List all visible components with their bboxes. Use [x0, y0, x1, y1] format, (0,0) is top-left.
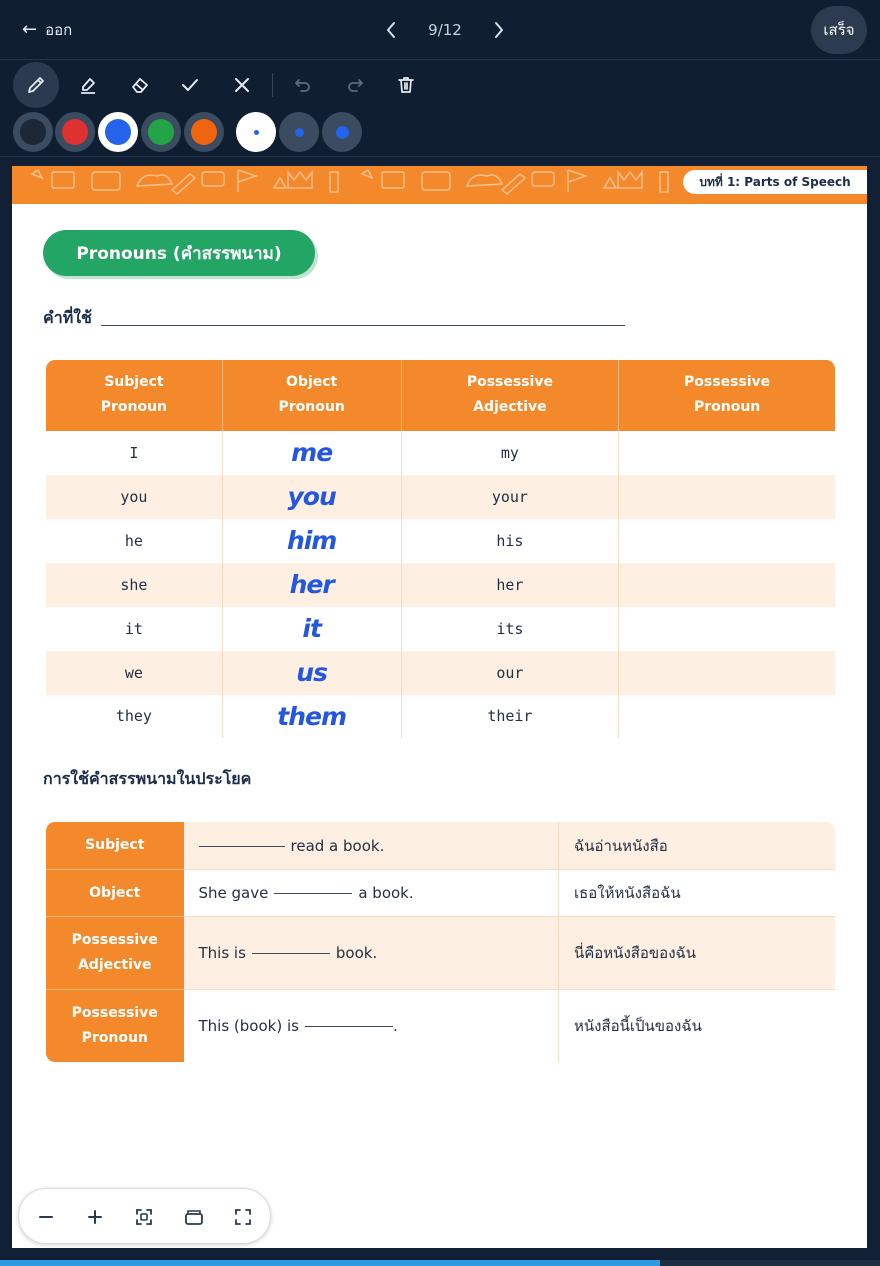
toolbar-divider: [272, 73, 273, 97]
fit-page-button[interactable]: [128, 1201, 160, 1233]
subject-cell: you: [46, 475, 223, 519]
header-subject-pronoun-text: Subject Pronoun: [100, 374, 168, 416]
color-swatch-blue[interactable]: [98, 112, 138, 152]
subject-cell: they: [46, 695, 223, 739]
subject-cell: we: [46, 651, 223, 695]
trash-icon: [396, 75, 416, 95]
chapter-label: บทที่ 1: Parts of Speech: [683, 170, 867, 194]
example-sentence: [184, 917, 559, 990]
adjective-cell: my: [401, 431, 619, 475]
highlighter-icon: [78, 75, 98, 95]
adjective-cell: his: [401, 519, 619, 563]
example-sentence: [184, 822, 559, 870]
row-label-text: Subject: [85, 837, 145, 853]
stroke-size-medium[interactable]: [279, 112, 319, 152]
drawing-toolbar: [0, 61, 880, 157]
chevron-left-icon: [385, 21, 397, 39]
table-row: [46, 822, 836, 870]
sentence-suffix: .: [392, 1017, 398, 1035]
pronoun-table: [45, 359, 836, 739]
zoom-in-button[interactable]: [79, 1201, 111, 1233]
header-possessive-pronoun-text: Possessive Pronoun: [684, 374, 771, 416]
subject-cell: I: [46, 431, 223, 475]
color-swatch-green[interactable]: [141, 112, 181, 152]
redo-button[interactable]: [332, 62, 378, 108]
object-handwritten-cell: her: [222, 563, 401, 607]
adjective-cell: its: [401, 607, 619, 651]
previous-page-button[interactable]: [380, 14, 402, 46]
fill-blank[interactable]: [274, 893, 352, 894]
table-row: [46, 563, 836, 607]
thai-translation: หนังสือนี้เป็นของฉัน: [574, 1017, 702, 1035]
highlighter-tool[interactable]: [65, 62, 111, 108]
header-possessive-adjective-text: Possessive Adjective: [466, 374, 553, 416]
stroke-size-large[interactable]: [322, 112, 362, 152]
header-possessive-pronoun: [619, 360, 836, 431]
section-title: Pronouns (คำสรรพนาม): [43, 230, 315, 276]
eraser-icon: [130, 75, 150, 95]
arrow-left-icon: ←: [22, 19, 38, 40]
fit-page-icon: [135, 1208, 153, 1226]
pronoun-blank-cell[interactable]: [619, 695, 836, 739]
zoom-out-icon: [37, 1208, 55, 1226]
table-row: [46, 990, 836, 1063]
row-label-text: Possessive Adjective: [71, 932, 158, 973]
fullscreen-icon: [234, 1208, 252, 1226]
row-label-text: Possessive Pronoun: [71, 1005, 158, 1046]
object-handwritten-cell: him: [222, 519, 401, 563]
object-handwritten-cell: me: [222, 431, 401, 475]
table-row: [46, 695, 836, 739]
object-handwritten-cell: us: [222, 651, 401, 695]
zoom-in-icon: [86, 1208, 104, 1226]
adjective-cell: her: [401, 563, 619, 607]
layers-button[interactable]: [178, 1201, 210, 1233]
check-tool[interactable]: [167, 62, 213, 108]
table-row: [46, 651, 836, 695]
header-object-pronoun-text: Object Pronoun: [278, 374, 345, 416]
pronoun-blank-cell[interactable]: [619, 475, 836, 519]
size-dot: [336, 126, 349, 139]
example-sentence: [184, 870, 559, 917]
pronoun-blank-cell[interactable]: [619, 651, 836, 695]
row-label: [46, 990, 184, 1063]
row-label-text: Object: [89, 884, 141, 901]
cross-tool[interactable]: [219, 62, 265, 108]
subject-cell: it: [46, 607, 223, 651]
color-dot: [105, 119, 131, 145]
table-row: [46, 870, 836, 917]
top-bar: [0, 0, 880, 60]
usage-label: คำที่ใช้: [43, 308, 92, 327]
banner-doodles: [12, 166, 672, 204]
chevron-right-icon: [493, 21, 505, 39]
stroke-size-small[interactable]: [236, 112, 276, 152]
page-indicator: 9/12: [428, 21, 462, 39]
color-dot: [20, 119, 46, 145]
zoom-out-button[interactable]: [30, 1201, 62, 1233]
undo-button[interactable]: [280, 62, 326, 108]
undo-icon: [293, 75, 313, 95]
thai-translation: นี่คือหนังสือของฉัน: [559, 917, 836, 990]
color-swatch-dark[interactable]: [13, 112, 53, 152]
exit-label: ออก: [45, 21, 73, 39]
subject-cell: she: [46, 563, 223, 607]
sentence-prefix: She gave: [198, 884, 269, 902]
table-row: [46, 519, 836, 563]
size-dot: [254, 130, 259, 135]
sentence-suffix: read a book.: [290, 836, 385, 855]
pencil-tool[interactable]: [13, 62, 59, 108]
layers-icon: [184, 1208, 204, 1226]
fullscreen-button[interactable]: [227, 1201, 259, 1233]
subject-cell: he: [46, 519, 223, 563]
delete-button[interactable]: [383, 62, 429, 108]
thai-translation: ฉันอ่านหนังสือ: [559, 822, 836, 870]
table-row: [46, 917, 836, 990]
reading-progress-bar: [0, 1260, 880, 1266]
header-object-pronoun: [222, 360, 401, 431]
fill-blank[interactable]: [199, 846, 285, 847]
table-row: [46, 431, 836, 475]
table-row: [46, 607, 836, 651]
redo-icon: [345, 75, 365, 95]
table-row: [46, 475, 836, 519]
done-button[interactable]: เสร็จ: [811, 6, 867, 54]
pronoun-blank-cell[interactable]: [619, 519, 836, 563]
fill-blank[interactable]: [252, 953, 330, 954]
answer-line: [101, 325, 625, 326]
chapter-banner: [12, 166, 867, 204]
row-label: [46, 870, 184, 917]
sentence-prefix: This is: [198, 944, 246, 962]
color-swatch-red[interactable]: [55, 112, 95, 152]
object-handwritten-cell: it: [222, 607, 401, 651]
fill-blank[interactable]: [305, 1026, 393, 1027]
header-subject-pronoun: [46, 360, 223, 431]
exit-button[interactable]: [22, 18, 72, 42]
worksheet-page[interactable]: [12, 166, 867, 1248]
pronoun-blank-cell[interactable]: [619, 431, 836, 475]
adjective-cell: their: [401, 695, 619, 739]
check-icon: [180, 75, 200, 95]
pronoun-blank-cell[interactable]: [619, 607, 836, 651]
usage-row: [43, 307, 92, 331]
thai-translation: เธอให้หนังสือฉัน: [559, 870, 836, 917]
header-possessive-adjective: [401, 360, 619, 431]
cross-icon: [232, 75, 252, 95]
object-handwritten-cell: them: [222, 695, 401, 739]
row-label: [46, 917, 184, 990]
color-swatch-orange[interactable]: [184, 112, 224, 152]
color-dot: [191, 119, 217, 145]
page-navigator: [380, 14, 510, 46]
sentence-prefix: This (book) is: [198, 1017, 299, 1035]
adjective-cell: your: [401, 475, 619, 519]
adjective-cell: our: [401, 651, 619, 695]
sentence-suffix: book.: [335, 944, 378, 962]
example-sentence: [184, 990, 559, 1063]
size-dot: [295, 128, 304, 137]
pencil-icon: [26, 75, 46, 95]
row-label: [46, 822, 184, 870]
progress-fill: [0, 1260, 660, 1266]
sentences-title: การใช้คำสรรพนามในประโยค: [43, 769, 252, 788]
color-dot: [62, 119, 88, 145]
sentence-suffix: a book.: [358, 884, 414, 902]
object-handwritten-cell: you: [222, 475, 401, 519]
next-page-button[interactable]: [488, 14, 510, 46]
zoom-controls: [18, 1188, 271, 1244]
sentence-table: [45, 821, 836, 1063]
color-dot: [148, 119, 174, 145]
pronoun-blank-cell[interactable]: [619, 563, 836, 607]
eraser-tool[interactable]: [117, 62, 163, 108]
